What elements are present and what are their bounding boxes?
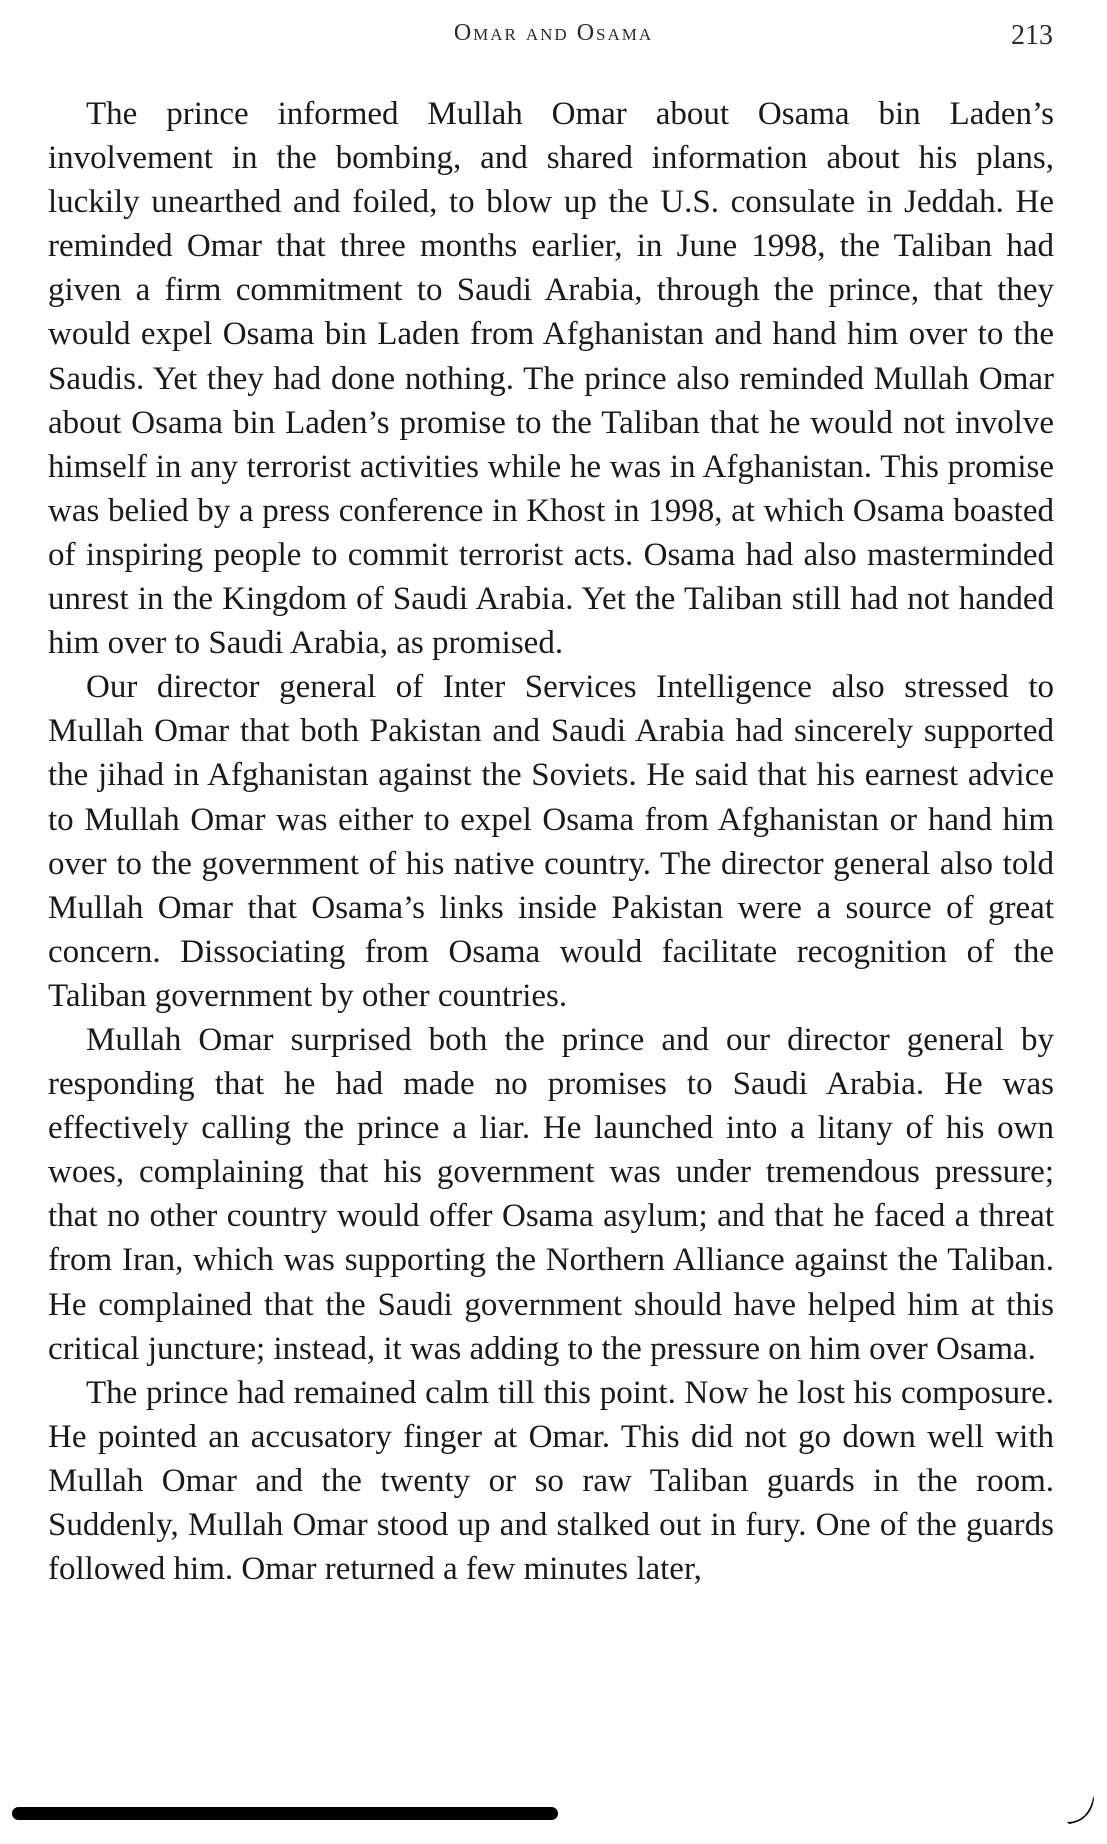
page-body (48, 92, 1054, 1591)
paragraph-3: Mullah Omar surprised both the prince and our director general by responding that he had made no promises to Saudi Arabia. He was effectively calling the prince a liar. He launched into a litany of his own woes, complaining that his government was under tremendous pressure; that no other country would offer Osama asylum; and that he faced a threat from Iran, which was supporting the Northern Alliance against the Taliban. He complained that the Saudi government should have helped him at this critical juncture; instead, it was adding to the pressure on him over Osama. (48, 1021, 1054, 1367)
paragraph-1: The prince informed Mullah Omar about Osama bin Laden’s involvement in the bombing, and shared information about his plans, luckily unearthed and foiled, to blow up the U.S. consulate in Jeddah. He reminded Omar that three months earlier, in June 1998, the Taliban had given a firm commitment to Saudi Arabia, through the prince, that they would expel Osama bin Laden from Afghanistan and hand him over to the Saudis. Yet they had done nothing. The prince also reminded Mullah Omar about Osama bin Laden’s promise to the Taliban that he would not involve himself in any terrorist activities while he was in Afghanistan. This promise was belied by a press conference in Khost in 1998, at which Osama boasted of inspiring people to commit terrorist acts. Osama had also masterminded unrest in the Kingdom of Saudi Arabia. Yet the Taliban still had not handed him over to Saudi Arabia, as promised. (48, 96, 1054, 662)
page-number: 213 (1011, 20, 1053, 51)
running-header (0, 16, 1107, 56)
paragraph-2: Our director general of Inter Services Intelligence also stressed to Mullah Omar that both Pakistan and Saudi Arabia had sincerely supported the jihad in Afghanistan against the Soviets. He said that his earnest advice to Mullah Omar was either to expel Osama from Afghanistan or hand him over to the government of his native country. The director general also told Mullah Omar that Osama’s links inside Pakistan were a source of great concern. Dissociating from Osama would facilitate recognition of the Taliban government by other countries. (48, 669, 1054, 1014)
paragraph-4: The prince had remained calm till this point. Now he lost his composure. He pointed an accusatory finger at Omar. This did not go down well with Mullah Omar and the twenty or so raw Taliban guards in the room. Suddenly, Mullah Omar stood up and stalked out in fury. One of the guards followed him. Omar returned a few minutes later, (48, 1374, 1054, 1588)
page-curl-icon[interactable] (1063, 1792, 1097, 1826)
home-indicator[interactable] (12, 1807, 558, 1820)
running-title: Omar and Osama (453, 20, 654, 46)
